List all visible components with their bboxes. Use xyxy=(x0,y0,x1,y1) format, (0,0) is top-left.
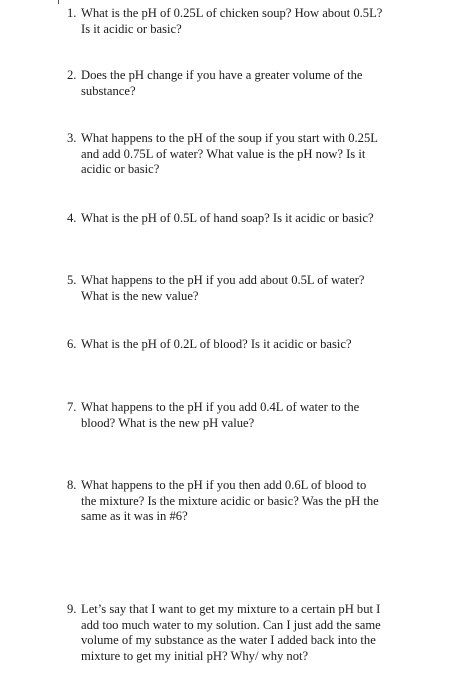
question-number: 4. xyxy=(67,211,77,225)
question-2 xyxy=(67,68,412,99)
question-text xyxy=(81,211,412,227)
question-text xyxy=(81,6,412,37)
question-line: What happens to the pH of the soup if you start with 0.25L xyxy=(81,131,378,145)
question-text xyxy=(81,400,412,431)
question-line: same as it was in #6? xyxy=(81,509,188,523)
question-number: 3. xyxy=(67,131,77,145)
question-line: What is the new value? xyxy=(81,288,199,303)
question-text xyxy=(81,337,412,353)
question-8 xyxy=(67,478,412,525)
question-line: Let’s say that I want to get my mixture to a certain pH but I xyxy=(81,602,381,616)
question-text xyxy=(81,602,412,664)
question-line: the mixture? Is the mixture acidic or basic? Was the pH the xyxy=(81,493,379,508)
question-line: What happens to the pH if you add about 0.5L of water? xyxy=(81,273,365,287)
question-line: substance? xyxy=(81,83,136,98)
question-5 xyxy=(67,273,412,304)
question-number: 7. xyxy=(67,400,77,414)
question-number: 1. xyxy=(67,6,77,20)
question-line: What is the pH of 0.25L of chicken soup? How about 0.5L? xyxy=(81,6,383,20)
question-text xyxy=(81,273,412,304)
question-number: 5. xyxy=(67,273,77,287)
question-line: What happens to the pH if you add 0.4L of water to the xyxy=(81,400,360,414)
question-line: and add 0.75L of water? What value is the pH now? Is it xyxy=(81,146,366,161)
question-number: 8. xyxy=(67,478,77,492)
question-line: What is the pH of 0.2L of blood? Is it acidic or basic? xyxy=(81,337,352,351)
question-line: blood? What is the new pH value? xyxy=(81,415,255,430)
question-number: 2. xyxy=(67,68,77,82)
question-4 xyxy=(67,211,412,227)
question-9 xyxy=(67,602,412,664)
question-line: volume of my substance as the water I added back into the xyxy=(81,633,376,647)
question-line: What is the pH of 0.5L of hand soap? Is it acidic or basic? xyxy=(81,211,374,225)
question-text xyxy=(81,68,412,99)
question-line: What happens to the pH if you then add 0.6L of blood to xyxy=(81,478,367,492)
question-line: add too much water to my solution. Can I just add the same xyxy=(81,617,381,632)
question-number: 6. xyxy=(67,337,77,351)
question-text xyxy=(81,131,412,178)
question-line: acidic or basic? xyxy=(81,162,160,176)
page-edge-mark xyxy=(58,0,59,4)
question-7 xyxy=(67,400,412,431)
question-3 xyxy=(67,131,412,178)
question-1 xyxy=(67,6,412,37)
question-6 xyxy=(67,337,412,353)
question-text xyxy=(81,478,412,525)
question-line: Is it acidic or basic? xyxy=(81,21,182,36)
question-number: 9. xyxy=(67,602,77,616)
question-line: Does the pH change if you have a greater volume of the xyxy=(81,68,363,82)
question-line: mixture to get my initial pH? Why/ why not? xyxy=(81,648,309,663)
